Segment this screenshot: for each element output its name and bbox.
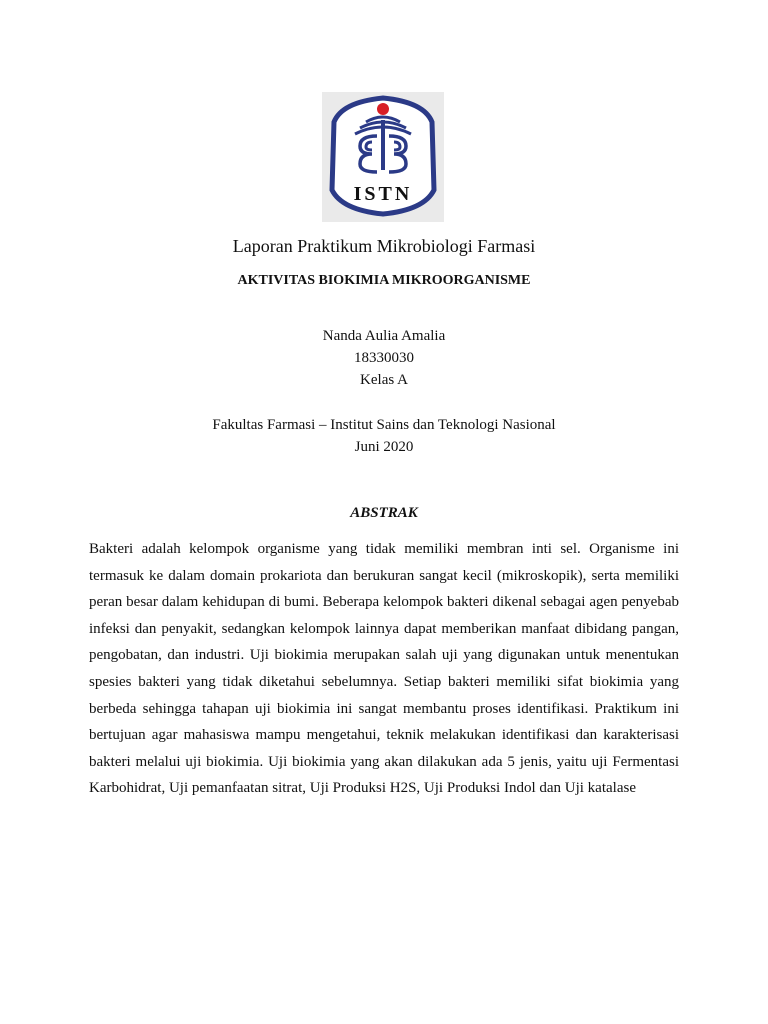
istn-logo-icon [322,92,444,222]
report-title: Laporan Praktikum Mikrobiologi Farmasi [232,236,536,256]
student-id: 18330030 [354,350,414,366]
istn-logo [322,92,444,222]
abstract-body: Bakteri adalah kelompok organisme yang tidak memiliki membran inti sel. Organisme ini termasuk ke dalam domain prokariota dan berukuran sangat kecil (mikroskopik), serta memiliki peran besar dalam kehidupan di bumi. Beberapa kelompok bakteri dikenal sebagai agen penyebab infeksi dan penyakit, sedangkan kelompok lainnya dapat memberikan manfaat dibidang pangan, pengobatan, dan industri. Uji biokimia merupakan salah uji yang digunakan untuk menentukan spesies bakteri yang tidak diketahui sebelumnya. Setiap bakteri memiliki sifat biokimia yang berbeda sehingga tahapan uji biokimia ini sangat membantu proses identifikasi. Praktikum ini bertujuan agar mahasiswa mampu mengetahui, teknik melakukan identifikasi dan karakterisasi bakteri melalui uji biokimia. Uji biokimia yang akan dilakukan ada 5 jenis, yaitu uji Fermentasi Karbohidrat, Uji pemanfaatan sitrat, Uji Produksi H2S, Uji Produksi Indol dan Uji katalase [89,541,679,797]
logo-text: ISTN [353,183,413,205]
abstract-heading: ABSTRAK [350,505,418,521]
report-subtitle: AKTIVITAS BIOKIMIA MIKROORGANISME [237,273,531,288]
author-name: Nanda Aulia Amalia [322,328,446,344]
faculty-affiliation: Fakultas Farmasi – Institut Sains dan Teknologi Nasional [212,417,556,433]
student-class: Kelas A [360,372,408,388]
report-date: Juni 2020 [354,439,414,455]
